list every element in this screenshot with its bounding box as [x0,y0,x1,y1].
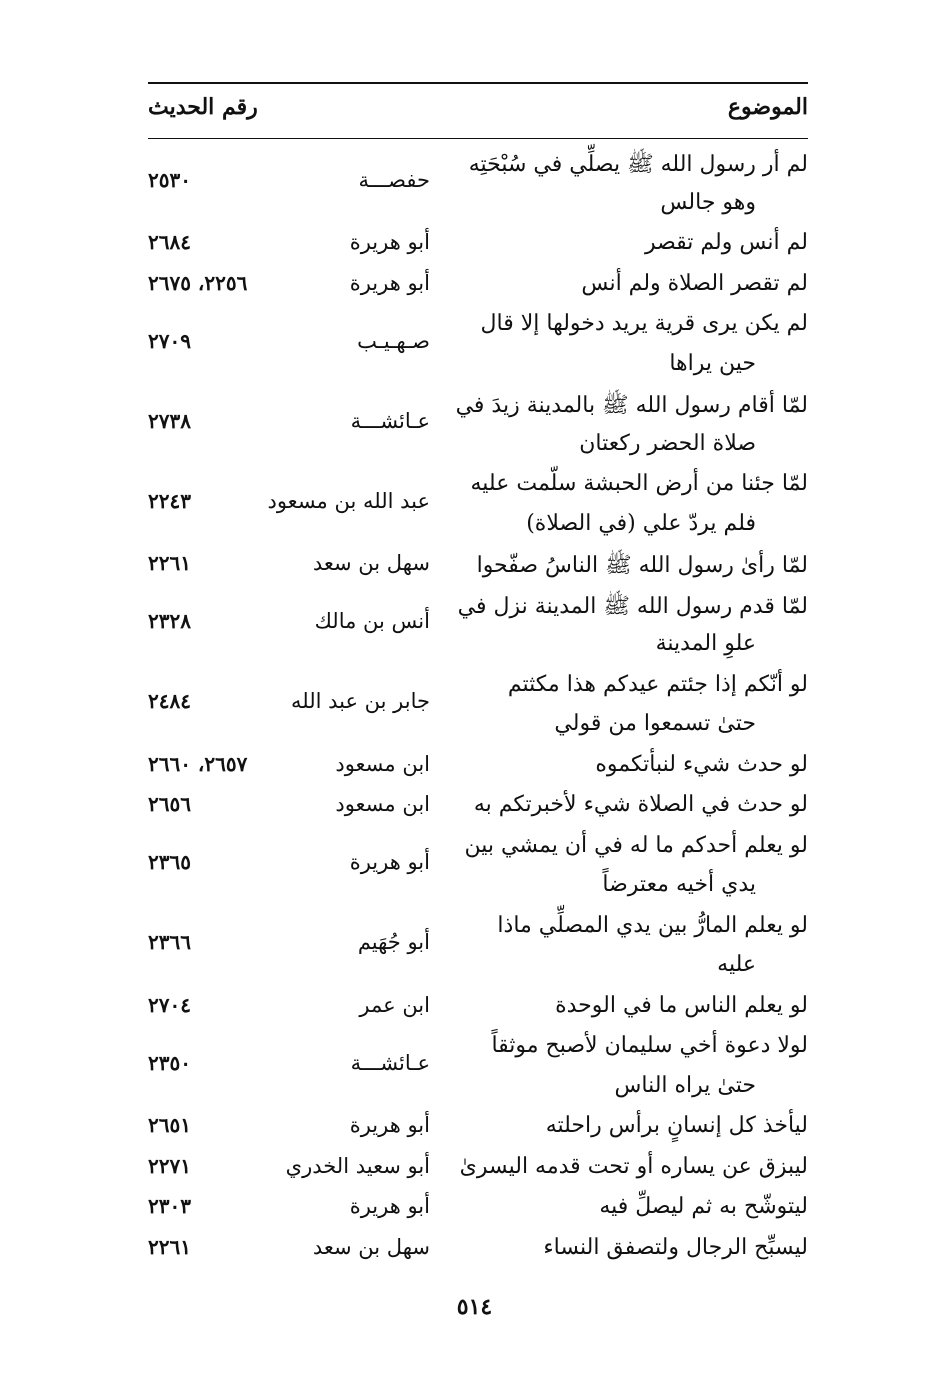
narrator: أبو هريرة [349,230,430,254]
topic-text: لو حدث في الصلاة شيء لأخبرتكم به [473,792,808,817]
narrator: أبو هريرة [349,850,430,875]
hadith-number: ٢٦٥٧، ٢٦٦٠ [148,751,248,776]
index-entry [148,391,808,470]
hadith-number: ٢٣٦٥ [148,850,191,875]
topic-text: لو أنّكم إذا جئتم عيدكم هذا مكثتم [507,671,808,697]
index-page [148,0,808,1378]
index-entry [148,230,808,270]
index-entry [148,150,808,229]
page-number: ٥١٤ [456,1294,493,1320]
hadith-number: ٢٧٠٤ [148,992,191,1017]
index-entry [148,752,808,792]
topic-text: يدي أخيه معترضاً [602,872,756,897]
index-entry [148,792,808,832]
narrator: ابن مسعود [335,792,430,816]
hadith-number-column-header: رقم الحديث [148,94,258,120]
narrator: أبو جُهَيم [357,930,430,955]
topic-text: لمّا أقام رسول الله ﷺ بالمدينة زيدَ في [455,393,808,418]
narrator: عـائشـــة [350,1050,430,1075]
index-entry [148,913,808,992]
topic-text: لو يعلم أحدكم ما له في أن يمشي بين [464,832,808,858]
topic-text: لو يعلم المارُّ بين يدي المصلِّي ماذا [497,912,808,938]
hadith-number: ٢٣٦٦ [148,930,191,955]
hadith-number: ٢٦٨٤ [148,230,191,254]
narrator: عـائشـــة [350,408,430,433]
topic-text: لم يكن يرى قرية يريد دخولها إلا قال [480,311,808,336]
hadith-number: ٢٢٦١ [148,1234,191,1259]
hadith-number: ٢٦٥٦ [148,792,191,816]
hadith-number: ٢٧٣٨ [148,408,191,433]
narrator: أبو هريرة [349,270,430,295]
narrator: أبو هريرة [349,1194,430,1218]
topic-text: ليأخذ كل إنسانٍ برأس راحلته [545,1113,808,1138]
topic-text: صلاة الحضر ركعتان [579,430,756,456]
topic-text: لمّا رأىٰ رسول الله ﷺ الناسُ صفّحوا [476,553,808,578]
narrator: سهل بن سعد [312,1234,430,1259]
hadith-number: ٢٢٧١ [148,1153,191,1178]
index-entry [148,1235,808,1275]
narrator: جابر بن عبد الله [290,689,430,714]
index-entry [148,311,808,390]
topic-text: ليبزق عن يساره أو تحت قدمه اليسرىٰ [459,1153,808,1179]
narrator: سهل بن سعد [312,551,430,575]
index-entry [148,271,808,311]
topic-text: لم تقصر الصلاة ولم أنس [581,270,808,296]
topic-text: ليسبِّح الرجال ولتصفق النساء [543,1234,808,1260]
narrator: عبد الله بن مسعود [267,488,430,513]
topic-text: حتىٰ تسمعوا من قولي [554,711,756,736]
narrator: أنس بن مالك [314,609,430,634]
topic-column-header: الموضوع [727,94,808,120]
hadith-number: ٢٤٨٤ [148,689,191,714]
topic-text: لو يعلم الناس ما في الوحدة [555,992,808,1018]
index-entry [148,993,808,1033]
topic-text: ليتوشّح به ثم ليصلِّ فيه [599,1194,808,1219]
hadith-number: ٢٢٥٦، ٢٦٧٥ [148,270,248,295]
topic-text: لمّا قدم رسول الله ﷺ المدينة نزل في [457,593,808,619]
narrator: ابن عمر [359,992,430,1017]
hadith-number: ٢٣٥٠ [148,1050,191,1075]
index-entry [148,672,808,751]
index-entry [148,551,808,591]
topic-text: علوِ المدينة [655,631,756,656]
narrator: حفصـــة [358,167,430,192]
topic-text: لولا دعوة أخي سليمان لأصبح موثقاً [491,1033,808,1058]
index-entry [148,1113,808,1153]
top-rule [148,82,808,84]
hadith-number: ٢٢٤٣ [148,488,191,513]
narrator: أبو هريرة [349,1113,430,1137]
index-entry [148,1033,808,1112]
hadith-number: ٢٧٠٩ [148,328,191,353]
hadith-number: ٢٣٠٣ [148,1194,191,1218]
narrator: صـهـيـب [357,328,430,353]
header-rule [148,138,808,139]
topic-text: وهو جالس [660,189,756,215]
index-entry [148,833,808,912]
topic-text: لم أر رسول الله ﷺ يصلِّي في سُبْحَتِه [468,152,808,177]
topic-text: عليه [717,952,756,977]
index-entry [148,1194,808,1234]
hadith-number: ٢٦٥١ [148,1113,191,1137]
index-entry [148,592,808,671]
topic-text: لمّا جئنا من أرض الحبشة سلّمت عليه [470,471,808,496]
topic-text: فلم يردّ علي (في الصلاة) [526,510,756,536]
narrator: ابن مسعود [335,751,430,776]
hadith-number: ٢٥٣٠ [148,167,191,192]
hadith-number: ٢٢٦١ [148,551,191,575]
topic-text: لم أنس ولم تقصر [644,230,808,255]
topic-text: لو حدث شيء لنبأتكموه [595,751,808,777]
index-entry [148,471,808,550]
index-entry [148,1154,808,1194]
topic-text: حتىٰ يراه الناس [614,1072,756,1098]
topic-text: حين يراها [669,350,756,376]
narrator: أبو سعيد الخدري [285,1153,430,1178]
hadith-number: ٢٣٢٨ [148,609,191,634]
